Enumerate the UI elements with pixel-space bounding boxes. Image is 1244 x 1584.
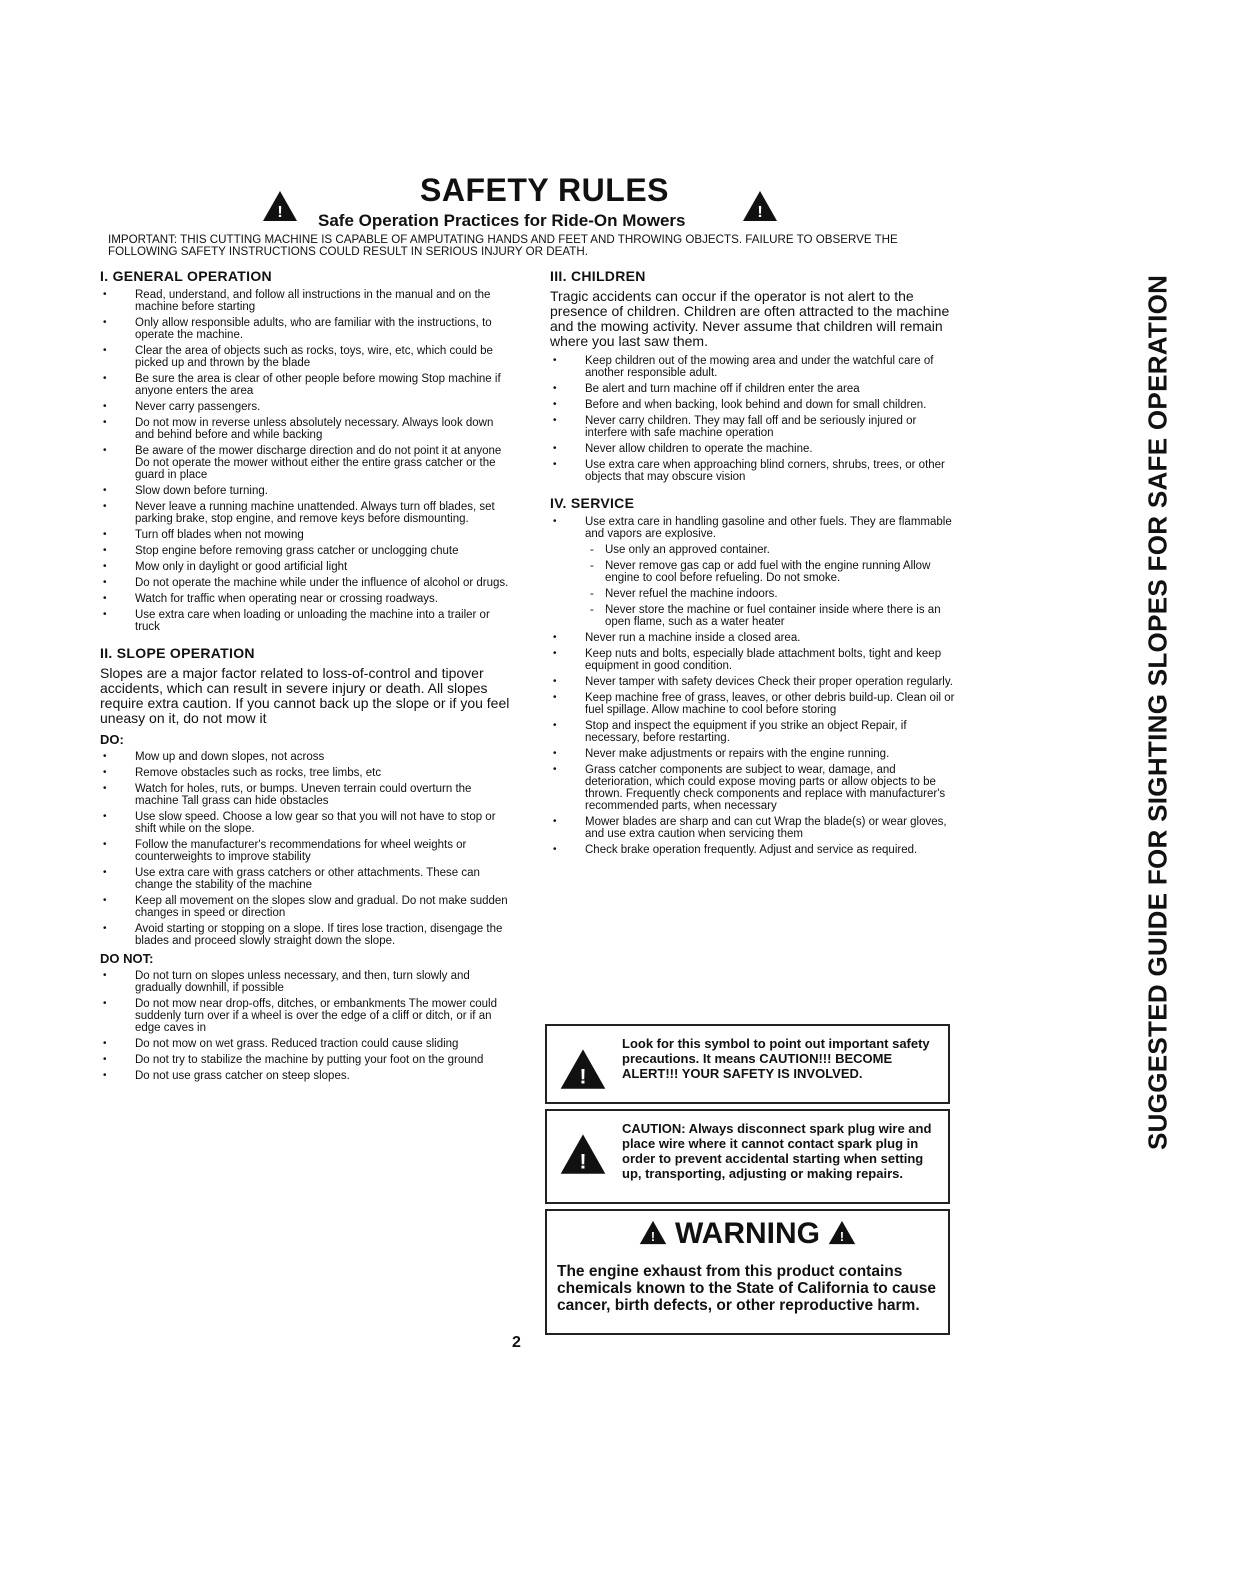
sub-list-item: - Never remove gas cap or add fuel with the engine running Allow engine to cool before refueling. Do not smoke. [550, 560, 960, 584]
svg-text:!: ! [579, 1150, 587, 1174]
list-item: • Be alert and turn machine off if children enter the area [550, 383, 960, 395]
sub-list-item: - Never refuel the machine indoors. [550, 588, 960, 600]
list-item: • Do not mow near drop-offs, ditches, or embankments The mower could suddenly turn over if a wheel is over the edge of a cliff or ditch, or if an edge caves in [100, 998, 510, 1034]
list-item: • Read, understand, and follow all instructions in the manual and on the machine before starting [100, 289, 510, 313]
svg-text:!: ! [277, 204, 283, 221]
list-item: • Never tamper with safety devices Check their proper operation regularly. [550, 676, 960, 688]
children-intro: Tragic accidents can occur if the operator is not alert to the presence of children. Children are often attracted to the machine and the mowing activity. Never assume that children will remain where you last saw them. [550, 288, 950, 349]
slope-intro: Slopes are a major factor related to loss-of-control and tipover accidents, which can result in severe injury or death. All slopes require extra caution. If you cannot back up the slope or if you feel uneasy on it, do not mow it [100, 665, 510, 726]
list-item: • Only allow responsible adults, who are familiar with the instructions, to operate the machine. [100, 317, 510, 341]
list-item: • Do not use grass catcher on steep slopes. [100, 1070, 510, 1082]
general-list [100, 289, 510, 633]
service-list [550, 516, 960, 856]
list-item: • Watch for traffic when operating near or crossing roadways. [100, 593, 510, 605]
list-item: • Keep nuts and bolts, especially blade attachment bolts, tight and keep equipment in good condition. [550, 648, 960, 672]
list-item: • Grass catcher components are subject to wear, damage, and deterioration, which could expose moving parts or allow objects to be thrown. Frequently check components and replace with manufacturer's recommended parts, when necessary [550, 764, 960, 812]
general-heading: I. GENERAL OPERATION [100, 268, 272, 284]
caution-box [545, 1109, 950, 1204]
svg-text:!: ! [757, 204, 763, 221]
children-list [550, 355, 960, 483]
list-item: • Clear the area of objects such as rocks, toys, wire, etc, which could be picked up and thrown by the blade [100, 345, 510, 369]
warning-triangle-icon [742, 190, 778, 222]
donot-label: DO NOT: [100, 951, 154, 966]
list-item: • Never run a machine inside a closed area. [550, 632, 960, 644]
page-number: 2 [512, 1334, 521, 1351]
list-item: • Do not try to stabilize the machine by putting your foot on the ground [100, 1054, 510, 1066]
list-item: • Do not mow in reverse unless absolutely necessary. Always look down and behind before and while backing [100, 417, 510, 441]
list-item: • Use extra care with grass catchers or other attachments. These can change the stability of the machine [100, 867, 510, 891]
list-item: • Keep children out of the mowing area and under the watchful care of another responsible adult. [550, 355, 960, 379]
warning-title: WARNING [675, 1217, 820, 1250]
service-heading: IV. SERVICE [550, 495, 635, 511]
do-list [100, 751, 510, 947]
list-item: • Never carry passengers. [100, 401, 510, 413]
svg-text:!: ! [579, 1065, 587, 1089]
list-item: • Before and when backing, look behind and down for small children. [550, 399, 960, 411]
page-title: SAFETY RULES [420, 172, 669, 208]
left-column [100, 268, 510, 1086]
list-item: • Be sure the area is clear of other people before mowing Stop machine if anyone enters the area [100, 373, 510, 397]
list-item: • Never carry children. They may fall off and be seriously injured or interfere with safe machine operation [550, 415, 960, 439]
warning-triangle-icon [559, 1133, 607, 1175]
list-item: • Never leave a running machine unattended. Always turn off blades, set parking brake, stop engine, and remove keys before dismounting. [100, 501, 510, 525]
svg-text:!: ! [840, 1230, 845, 1245]
donot-list [100, 970, 510, 1082]
list-item: • Stop and inspect the equipment if you strike an object Repair, if necessary, before restarting. [550, 720, 960, 744]
right-column [550, 268, 960, 860]
list-item: • Mower blades are sharp and can cut Wrap the blade(s) or wear gloves, and use extra caution when servicing them [550, 816, 960, 840]
slope-heading: II. SLOPE OPERATION [100, 645, 255, 661]
list-item: • Use extra care when loading or unloading the machine into a trailer or truck [100, 609, 510, 633]
warning-triangle-icon [262, 190, 298, 222]
page-subtitle: Safe Operation Practices for Ride-On Mowers [318, 211, 686, 230]
symbol-notice-text: Look for this symbol to point out important safety precautions. It means CAUTION!!! BECOME ALERT!!! YOUR SAFETY IS INVOLVED. [622, 1036, 930, 1081]
list-item: • Use extra care when approaching blind corners, shrubs, trees, or other objects that may obscure vision [550, 459, 960, 483]
list-item: • Keep all movement on the slopes slow and gradual. Do not make sudden changes in speed or direction [100, 895, 510, 919]
list-item: • Be aware of the mower discharge direction and do not point it at anyone Do not operate the mower without either the entire grass catcher or the guard in place [100, 445, 510, 481]
sub-list-item: - Use only an approved container. [550, 544, 960, 556]
side-title: SUGGESTED GUIDE FOR SIGHTING SLOPES FOR SAFE OPERATION [1142, 274, 1173, 1150]
list-item: • Never make adjustments or repairs with the engine running. [550, 748, 960, 760]
do-label: DO: [100, 732, 124, 747]
list-item: • Stop engine before removing grass catcher or unclogging chute [100, 545, 510, 557]
list-item: • Turn off blades when not mowing [100, 529, 510, 541]
list-item: • Slow down before turning. [100, 485, 510, 497]
list-item: • Avoid starting or stopping on a slope. If tires lose traction, disengage the blades and proceed slowly straight down the slope. [100, 923, 510, 947]
list-item: • Remove obstacles such as rocks, tree limbs, etc [100, 767, 510, 779]
important-notice: IMPORTANT: THIS CUTTING MACHINE IS CAPABLE OF AMPUTATING HANDS AND FEET AND THROWING OBJECTS. FAILURE TO OBSERVE THE FOLLOWING SAFETY INSTRUCTIONS COULD RESULT IN SERIOUS INJURY OR DEATH. [108, 233, 898, 258]
warning-text: The engine exhaust from this product contains chemicals known to the State of California to cause cancer, birth defects, or other reproductive harm. [557, 1263, 936, 1314]
list-item: • Never allow children to operate the machine. [550, 443, 960, 455]
warning-heading [547, 1217, 948, 1251]
sub-list-item: - Never store the machine or fuel container inside where there is an open flame, such as a water heater [550, 604, 960, 628]
warning-triangle-icon [639, 1220, 667, 1245]
list-item: • Do not mow on wet grass. Reduced traction could cause sliding [100, 1038, 510, 1050]
list-item: • Keep machine free of grass, leaves, or other debris build-up. Clean oil or fuel spillage. Allow machine to cool before storing [550, 692, 960, 716]
symbol-notice-box [545, 1024, 950, 1104]
warning-triangle-icon [559, 1048, 607, 1090]
caution-text: CAUTION: Always disconnect spark plug wire and place wire where it cannot contact spark plug in order to prevent accidental starting when setting up, transporting, adjusting or making repairs. [622, 1121, 932, 1181]
list-item: • Use slow speed. Choose a low gear so that you will not have to stop or shift while on the slope. [100, 811, 510, 835]
list-item: • Do not turn on slopes unless necessary, and then, turn slowly and gradually downhill, if possible [100, 970, 510, 994]
list-item: • Mow only in daylight or good artificial light [100, 561, 510, 573]
list-item: • Watch for holes, ruts, or bumps. Uneven terrain could overturn the machine Tall grass can hide obstacles [100, 783, 510, 807]
list-item: • Use extra care in handling gasoline and other fuels. They are flammable and vapors are explosive. [550, 516, 960, 540]
list-item: • Follow the manufacturer's recommendations for wheel weights or counterweights to improve stability [100, 839, 510, 863]
children-heading: III. CHILDREN [550, 268, 646, 284]
warning-triangle-icon [828, 1220, 856, 1245]
list-item: • Do not operate the machine while under the influence of alcohol or drugs. [100, 577, 510, 589]
list-item: • Mow up and down slopes, not across [100, 751, 510, 763]
warning-box [545, 1209, 950, 1335]
list-item: • Check brake operation frequently. Adjust and service as required. [550, 844, 960, 856]
svg-text:!: ! [650, 1230, 655, 1245]
